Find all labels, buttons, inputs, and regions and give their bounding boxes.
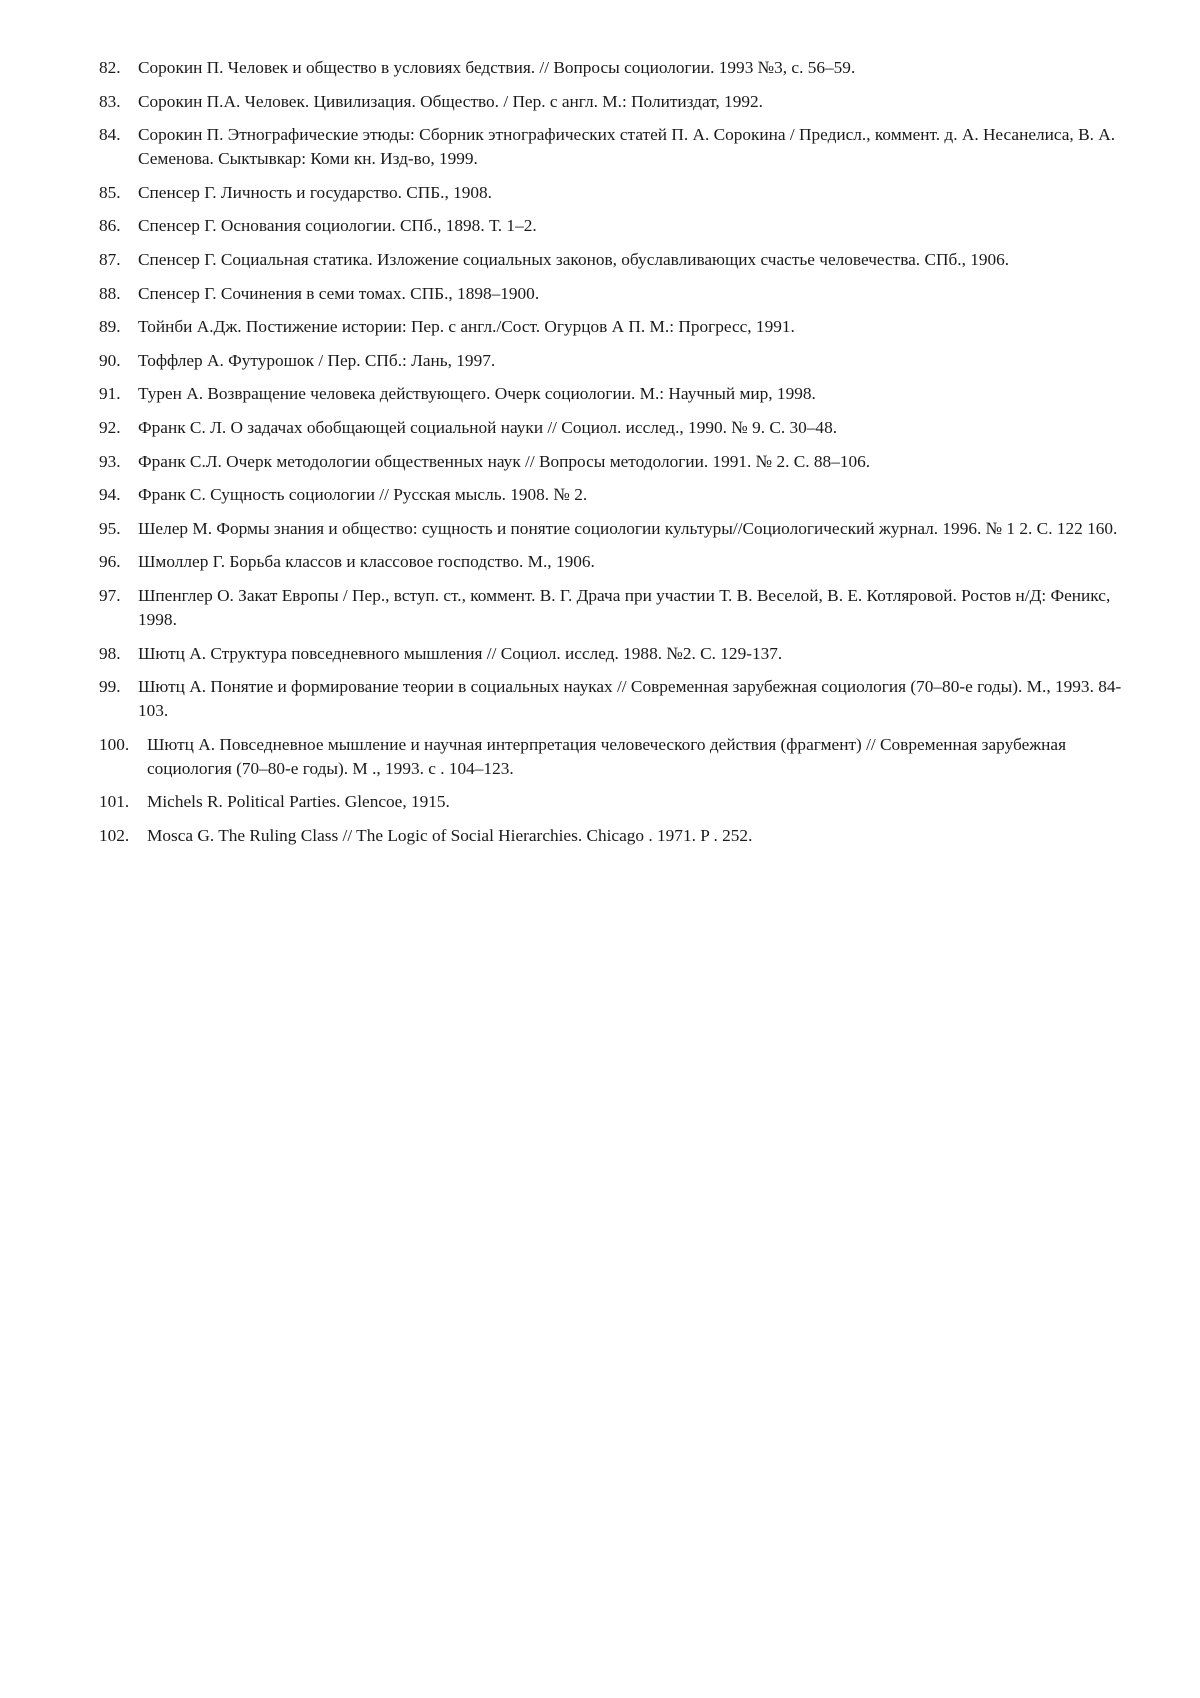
reference-number: 83. bbox=[99, 91, 121, 111]
reference-number: 86. bbox=[99, 216, 121, 236]
reference-item bbox=[99, 248, 1139, 272]
reference-text: Сорокин П. Этнографические этюды: Сборник этнографических статей П. А. Сорокина / Предисл., коммент. д. А. Несанелиса, В. А. Семенова. Сыктывкар: Коми кн. Изд-во, 1999. bbox=[138, 125, 1116, 169]
reference-text: Тоффлер А. Футурошок / Пер. СПб.: Лань, 1997. bbox=[138, 350, 496, 370]
reference-item bbox=[99, 90, 1139, 114]
reference-number: 95. bbox=[99, 518, 121, 538]
reference-item bbox=[99, 584, 1139, 632]
reference-number: 96. bbox=[99, 552, 121, 572]
reference-number: 100. bbox=[99, 734, 130, 754]
reference-item bbox=[99, 416, 1139, 440]
reference-item bbox=[99, 450, 1139, 474]
reference-text: Шпенглер О. Закат Европы / Пер., вступ. ст., коммент. В. Г. Драча при участии Т. В. Веселой, В. Е. Котляровой. Ростов н/Д: Феникс, 1998. bbox=[138, 585, 1111, 629]
reference-text: Шелер М. Формы знания и общество: сущность и понятие социологии культуры//Социологический журнал. 1996. № 1 2. С. 122 160. bbox=[138, 518, 1118, 538]
reference-number: 94. bbox=[99, 485, 121, 505]
reference-text: Сорокин П.А. Человек. Цивилизация. Общество. / Пер. с англ. М.: Политиздат, 1992. bbox=[138, 91, 763, 111]
reference-number: 97. bbox=[99, 585, 121, 605]
reference-number: 92. bbox=[99, 417, 121, 437]
reference-item bbox=[99, 123, 1139, 171]
reference-number: 93. bbox=[99, 451, 121, 471]
reference-number: 89. bbox=[99, 317, 121, 337]
reference-item bbox=[99, 517, 1139, 541]
reference-text: Франк С.Л. Очерк методологии общественных наук // Вопросы методологии. 1991. № 2. С. 88–106. bbox=[138, 451, 871, 471]
reference-text: Michels R. Political Parties. Glencoe, 1915. bbox=[147, 792, 450, 812]
reference-item bbox=[99, 733, 1139, 781]
reference-text: Шютц А. Структура повседневного мышления // Социол. исслед. 1988. №2. С. 129-137. bbox=[138, 643, 783, 663]
reference-number: 88. bbox=[99, 283, 121, 303]
reference-text: Спенсер Г. Социальная статика. Изложение социальных законов, обуславливающих счастье человечества. СПб., 1906. bbox=[138, 249, 1010, 269]
reference-item bbox=[99, 790, 1139, 814]
reference-number: 87. bbox=[99, 249, 121, 269]
reference-item bbox=[99, 550, 1139, 574]
reference-text: Шютц А. Понятие и формирование теории в социальных науках // Современная зарубежная социология (70–80-е годы). М., 1993. 84-103. bbox=[138, 677, 1122, 721]
reference-text: Шютц А. Повседневное мышление и научная интерпретация человеческого действия (фрагмент) // Современная зарубежная социология (70–80-е годы). М ., 1993. с . 104–123. bbox=[147, 734, 1067, 778]
reference-item bbox=[99, 349, 1139, 373]
reference-text: Шмоллер Г. Борьба классов и классовое господство. М., 1906. bbox=[138, 552, 595, 572]
reference-item bbox=[99, 675, 1139, 723]
reference-text: Турен А. Возвращение человека действующего. Очерк социологии. М.: Научный мир, 1998. bbox=[138, 384, 816, 404]
reference-number: 98. bbox=[99, 643, 121, 663]
reference-text: Сорокин П. Человек и общество в условиях бедствия. // Вопросы социологии. 1993 №3, с. 56–59. bbox=[138, 58, 856, 77]
reference-item bbox=[99, 483, 1139, 507]
reference-text: Франк С. Сущность социологии // Русская мысль. 1908. № 2. bbox=[138, 485, 588, 505]
reference-number: 84. bbox=[99, 125, 121, 145]
reference-text: Франк С. Л. О задачах обобщающей социальной науки // Социол. исслед., 1990. № 9. С. 30–48. bbox=[138, 417, 838, 437]
reference-list bbox=[99, 56, 1139, 857]
reference-item bbox=[99, 824, 1139, 848]
reference-number: 85. bbox=[99, 182, 121, 202]
reference-item bbox=[99, 642, 1139, 666]
reference-number: 91. bbox=[99, 384, 121, 404]
reference-text: Спенсер Г. Сочинения в семи томах. СПБ., 1898–1900. bbox=[138, 283, 540, 303]
reference-text: Mosca G. The Ruling Class // The Logic of Social Hierarchies. Chicago . 1971. P . 252. bbox=[147, 825, 753, 845]
reference-number: 82. bbox=[99, 58, 121, 77]
reference-number: 102. bbox=[99, 825, 130, 845]
reference-item bbox=[99, 315, 1139, 339]
reference-text: Тойнби А.Дж. Постижение истории: Пер. с англ./Сост. Огурцов А П. М.: Прогресс, 1991. bbox=[138, 317, 795, 337]
reference-item bbox=[99, 181, 1139, 205]
reference-text: Спенсер Г. Основания социологии. СПб., 1898. Т. 1–2. bbox=[138, 216, 537, 236]
reference-item bbox=[99, 282, 1139, 306]
reference-number: 90. bbox=[99, 350, 121, 370]
reference-number: 99. bbox=[99, 677, 121, 697]
reference-item bbox=[99, 214, 1139, 238]
reference-number: 101. bbox=[99, 792, 130, 812]
reference-text: Спенсер Г. Личность и государство. СПБ., 1908. bbox=[138, 182, 493, 202]
reference-item bbox=[99, 56, 1139, 80]
reference-item bbox=[99, 382, 1139, 406]
